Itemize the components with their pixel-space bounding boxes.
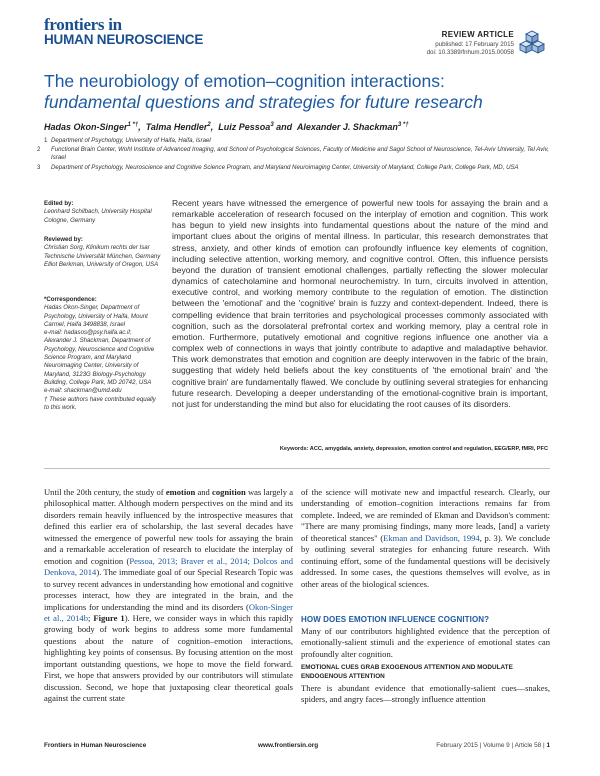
- article-title-line2: fundamental questions and strategies for future research: [44, 92, 483, 112]
- body-column-right: [301, 487, 550, 590]
- body-text: and: [195, 487, 213, 497]
- author-name[interactable]: Luiz Pessoa: [218, 122, 271, 132]
- journal-brand-line1: frontiers in: [44, 15, 122, 34]
- keywords: Keywords: ACC, amygdala, anxiety, depression, emotion control and regulation, EEG/ERP, fMRI, PFC: [279, 446, 548, 452]
- abstract: Recent years have witnessed the emergence of powerful new tools for assaying the brain and a remarkable acceleration of research focused on the interplay of emotion and cognition. This work has begun to yield new insights into fundamental questions about the nature of the mind and important clues about the origins of mental illness. In particular, this research demonstrates that stress, anxiety, and other kinds of emotion can profoundly influence key elements of cognition, including selective attention, working memory, and cognitive control. Often, this influence persists beyond the duration of transient emotional challenges, partially reflecting the slower molecular dynamics of catecholamine and hormonal neurochemistry. In turn, circuits involved in attention, executive control, and working memory contribute to the regulation of emotion. The distinction between the 'emotional' and the 'cognitive' brain is fuzzy and context-dependent. Indeed, there is compelling evidence that brain territories and psychological processes commonly associated with cognition, such as the dorsolateral prefrontal cortex and working memory, play a central role in emotion. Furthermore, putatively emotional and cognitive regions influence one another via a complex web of connections in ways that jointly contribute to adaptive and maladaptive behavior. This work demonstrates that emotion and cognition are deeply interwoven in the fabric of the brain, suggesting that widely held beliefs about the key constituents of 'the emotional brain' and 'the cognitive brain' are fundamentally flawed. We conclude by outlining several strategies for enhancing future research. Developing a deeper understanding of the emotional-cognitive brain is important, not just for understanding the mind but also for elucidating the root causes of its disorders.: [172, 198, 548, 409]
- author-name[interactable]: Alexander J. Shackman: [296, 122, 398, 132]
- author-name[interactable]: Talma Hendler: [145, 122, 208, 132]
- edited-by-label: Edited by:: [44, 200, 74, 207]
- affiliation: [37, 146, 551, 162]
- doi[interactable]: doi: 10.3389/fnhum.2015.00058: [426, 49, 514, 56]
- email-link[interactable]: e-mail: shackman@umd.edu: [44, 387, 122, 395]
- divider: [44, 468, 550, 469]
- affiliation-text: Functional Brain Center, Wohl Institute of Advanced Imaging, and School of Psychological Sciences, Faculty of Medicine and Sagol School of Neuroscience, Tel-Aviv University, Tel Aviv, Israel: [51, 146, 549, 161]
- correspondence: [44, 296, 162, 412]
- correspondent: Hadas Okon-Singer, Department of Psychology, University of Haifa, Mount Carmel, Haifa 3498838, Israel: [44, 304, 148, 328]
- affiliation-number: 1: [44, 137, 48, 144]
- reviewer: Christian Sorg, Klinikum rechts der Isar Technische Universität München, Germany: [44, 244, 161, 260]
- body-text: ). The immediate goal of our Special Research Topic was to survey recent advances in understanding how emotional and cognitive processes interact, how they are integrated in the brain, and the implications for understanding the mind and its disorders (: [44, 567, 293, 612]
- editor: Leonhard Schilbach, University Hospital Cologne, Germany: [44, 208, 152, 224]
- body-column-left: [44, 487, 293, 705]
- footer-url[interactable]: www.frontiersin.org: [258, 742, 319, 749]
- reviewed-by: [44, 236, 162, 269]
- affiliation-text: Department of Psychology, Neuroscience and Cognitive Science Program, and Maryland Neuroimaging Center, University of Maryland, College Park, College Park, MD, USA: [51, 164, 519, 171]
- body-text: of the science will motivate new and impactful research. Clearly, our understanding of emotion–cognition interactions remains far from complete. Indeed, we are reminded of Ekman and Davidson's comment: "There are many promising findings, many more leads, [and] a variety of theoretical stances" (: [301, 487, 550, 543]
- body-text: was largely a philosophical matter. Although modern perspectives on the mind and its disorders remain heavily influenced by the introspective measures that defined this earlier era of scholarship, the last several decades have witnessed the emergence of powerful new tools for assaying the brain and a remarkable acceleration of research to elucidate the interplay of emotion and cognition (: [44, 487, 293, 566]
- subsection-heading: EMOTIONAL CUES GRAB EXOGENOUS ATTENTION AND MODULATE ENDOGENOUS ATTENTION: [301, 664, 513, 680]
- body-text: ). Here, we consider ways in which this rapidly growing body of work begins to address some more fundamental questions about the nature of cognition–emotion interactions, highlighting key points of consensus. By focusing attention on the most important outstanding questions, we hope to move the field forward. First, we hope that answers provided by our contributors will stimulate discussion. Second, we hope that juxtaposing clear theoretical goals against the current state: [44, 612, 293, 704]
- citation-link[interactable]: Pessoa, 2013; Braver et al., 2014; Dolcos and Denkova, 2014: [44, 555, 293, 578]
- author-name[interactable]: Hadas Okon-Singer: [44, 122, 128, 132]
- affiliation: [44, 137, 544, 145]
- stacked-cubes-icon: [516, 26, 550, 60]
- body-text: , p. 3). We conclude by outlining several strategies for enhancing future research. With continuing effort, some of the fundamental questions will be decisively addressed. In some cases, the questions themselves will evolve, as in other areas of the biological sciences.: [301, 532, 550, 589]
- body-paragraph: There is abundant evidence that emotionally-salient cues—snakes, spiders, and angry faces—strongly influence attention: [301, 683, 550, 705]
- author-sup: 3: [270, 122, 274, 128]
- body-text-bold: emotion: [165, 487, 196, 497]
- affiliation-text: Department of Psychology, University of Haifa, Haifa, Israel: [51, 137, 211, 144]
- reviewed-by-label: Reviewed by:: [44, 236, 83, 243]
- author-sup: 3 *†: [397, 122, 409, 128]
- body-text-bold: cognition: [212, 487, 246, 497]
- equal-contribution-note: † These authors have contributed equally to this work.: [44, 395, 156, 411]
- affiliation-number: 2: [37, 146, 41, 153]
- footer-issue: [436, 742, 550, 749]
- body-text: Until the 20th century, the study of: [44, 487, 166, 497]
- citation-link[interactable]: Okon-Singer et al., 2014b: [44, 601, 293, 623]
- citation-link[interactable]: Ekman and Davidson, 1994: [383, 532, 480, 543]
- author-sup: 1 *†: [127, 122, 139, 128]
- author-list: Hadas Okon-Singer$^{1 *\dagger}$, Talma Hendler$^2$, Luiz Pessoa$^3$ and Alexander J. Shackman$^{3 *\dagger}$: [44, 122, 409, 132]
- figure-link[interactable]: Figure 1: [93, 612, 125, 623]
- body-paragraph: Many of our contributors highlighted evidence that the perception of emotionally-salient stimuli and the experience of emotional states can profoundly alter cognition.: [301, 626, 550, 659]
- affiliation: [37, 164, 551, 172]
- correspondence-label: *Correspondence:: [44, 296, 97, 303]
- edited-by: [44, 200, 162, 225]
- reviewer: Elliot Berkman, University of Oregon, USA: [44, 260, 159, 268]
- email-link[interactable]: e-mail: hadasos@psy.haifa.ac.il;: [44, 329, 132, 337]
- article-type: REVIEW ARTICLE: [441, 30, 514, 39]
- author-sup: 2: [207, 122, 211, 128]
- section-heading: HOW DOES EMOTION INFLUENCE COGNITION?: [301, 615, 490, 624]
- footer-journal: Frontiers in Human Neuroscience: [44, 742, 147, 749]
- body-text: ;: [87, 612, 94, 623]
- affiliation-number: 3: [37, 164, 41, 171]
- published-date: published: 17 February 2015: [435, 41, 514, 48]
- page-number: 1: [546, 742, 550, 749]
- footer-issue-text: February 2015 | Volume 9 | Article 58 |: [436, 742, 545, 749]
- article-title-line1: The neurobiology of emotion–cognition interactions:: [44, 71, 445, 91]
- correspondent: Alexander J. Shackman, Department of Psychology, Neuroscience and Cognitive Science Program, and Maryland Neuroimaging Center, University of Maryland, 3123G Biology-Psychology Building, College Park, MD 20742, USA: [44, 337, 155, 386]
- journal-brand-line2: HUMAN NEUROSCIENCE: [44, 32, 204, 47]
